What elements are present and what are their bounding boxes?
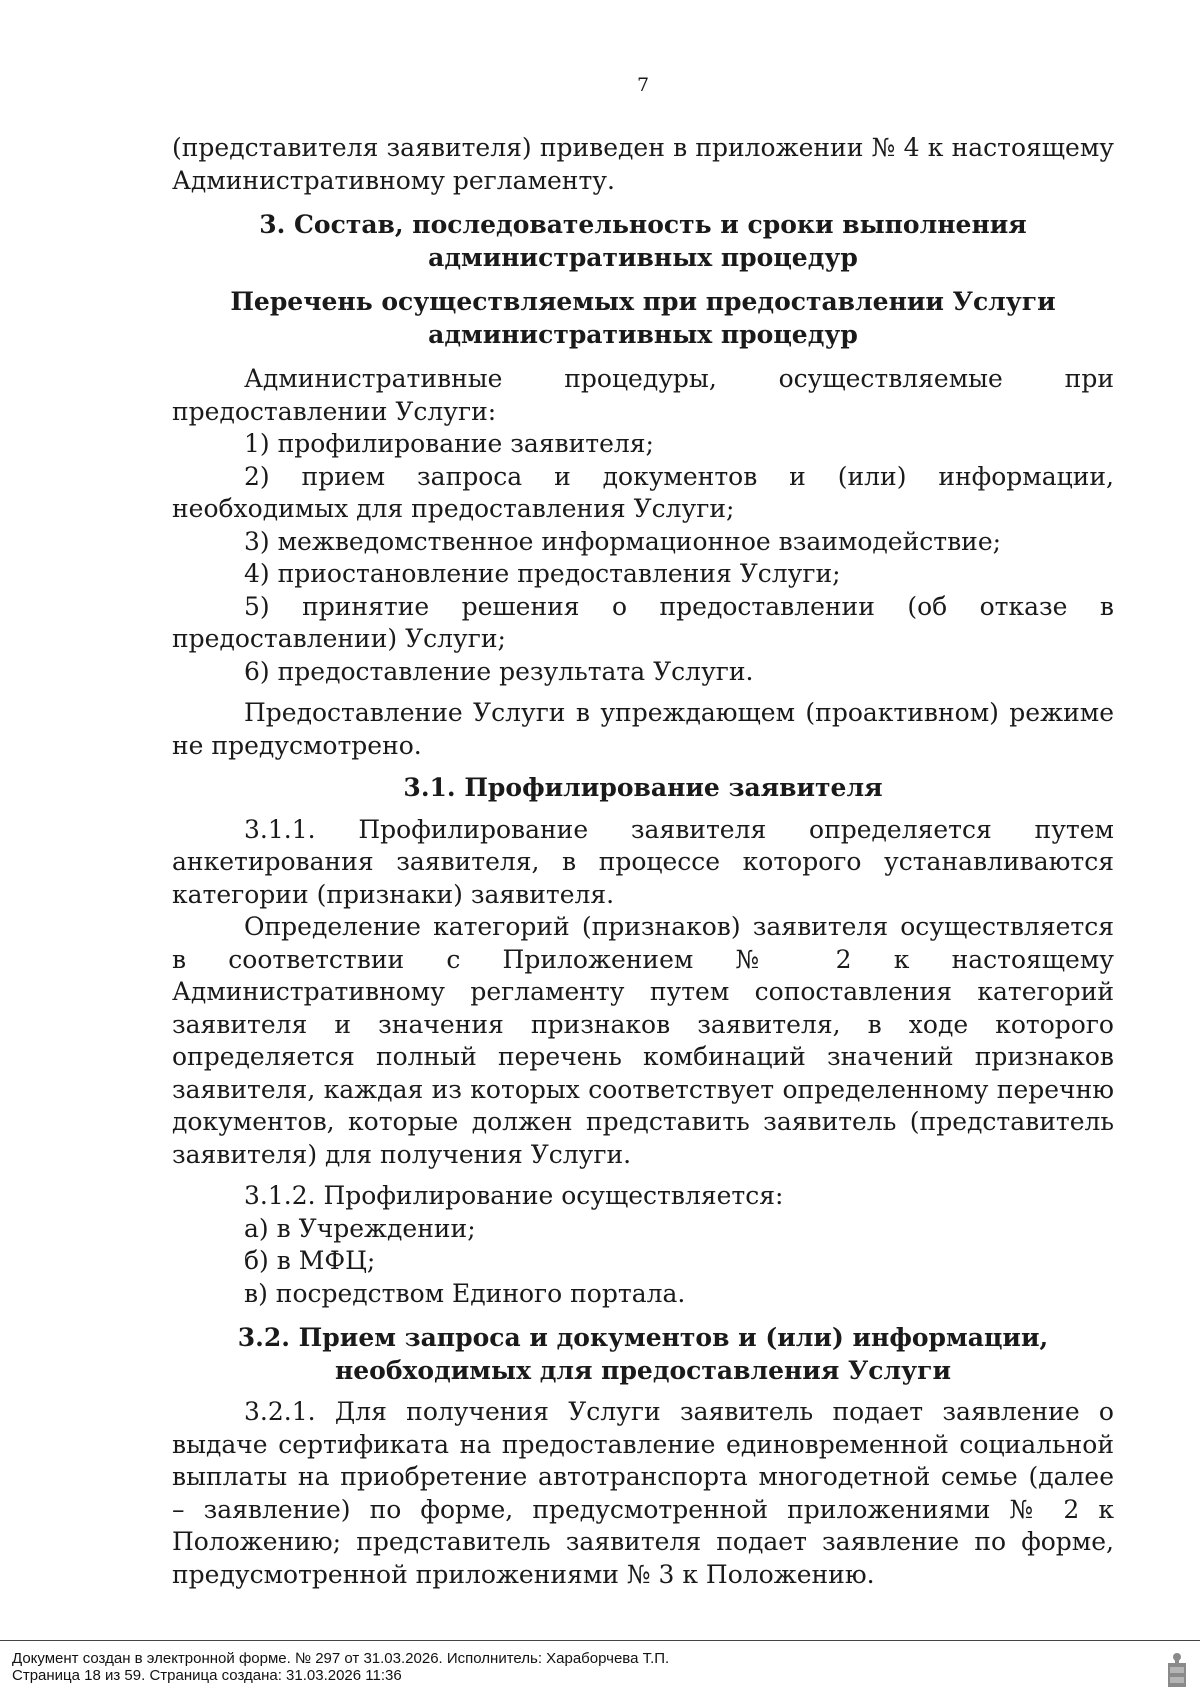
footer-line-2: Страница 18 из 59. Страница создана: 31.03.2026 11:36: [12, 1667, 402, 1684]
document-footer: [0, 1640, 1200, 1684]
paragraph-categories: Определение категорий (признаков) заявителя осуществляется в соответствии с Приложением № 2 к настоящему Административному регламенту путем сопоставления категорий заявителя и значения признаков заявителя, в ходе которого определяется полный перечень комбинаций значений признаков заявителя, каждая из которых соответствует определенному перечню документов, которые должен представить заявитель (представитель заявителя) для получения Услуги.: [172, 912, 1114, 1169]
page-number: 7: [636, 74, 650, 96]
list-item: 2) прием запроса и документов и (или) информации, необходимых для предоставления Услуги;: [172, 461, 1114, 523]
list-item: б) в МФЦ;: [244, 1246, 376, 1275]
document-body: [172, 132, 1114, 1591]
list-item: 6) предоставление результата Услуги.: [244, 656, 754, 686]
list-item: в) посредством Единого портала.: [244, 1278, 686, 1308]
footer-line-1: Документ создан в электронной форме. № 297 от 31.03.2026. Исполнитель: Хараборчева Т.П.: [12, 1650, 670, 1667]
section-3-heading: 3. Состав, последовательность и сроки выполнения административных процедур: [259, 210, 1027, 272]
paragraph-procedures: Административные процедуры, осуществляемые при предоставлении Услуги:: [172, 364, 1114, 426]
list-item: 5) принятие решения о предоставлении (об отказе в предоставлении) Услуги;: [172, 591, 1114, 653]
section-3-2-heading: 3.2. Прием запроса и документов и (или) информации, необходимых для предоставления Услуги: [237, 1323, 1049, 1385]
procedure-list-heading: Перечень осуществляемых при предоставлении Услуги административных процедур: [230, 287, 1056, 349]
paragraph-proactive: Предоставление Услуги в упреждающем (проактивном) режиме не предусмотрено.: [172, 698, 1114, 760]
paragraph-3-2-1: 3.2.1. Для получения Услуги заявитель подает заявление о выдаче сертификата на предоставление единовременной социальной выплаты на приобретение автотранспорта многодетной семье (далее – заявление) по форме, предусмотренной приложениями № 2 к Положению; представитель заявителя подает заявление по форме, предусмотренной приложениями № 3 к Положению.: [172, 1397, 1114, 1589]
paragraph-intro: (представителя заявителя) приведен в приложении № 4 к настоящему Административному регламенту.: [172, 133, 1114, 195]
paragraph-3-1-2: 3.1.2. Профилирование осуществляется:: [244, 1181, 784, 1210]
list-item: 4) приостановление предоставления Услуги;: [244, 559, 841, 588]
seal-icon: [1166, 1651, 1188, 1689]
list-item: 3) межведомственное информационное взаимодействие;: [244, 526, 1002, 556]
list-item: а) в Учреждении;: [244, 1213, 476, 1243]
list-item: 1) профилирование заявителя;: [244, 429, 654, 458]
paragraph-3-1-1: 3.1.1. Профилирование заявителя определяется путем анкетирования заявителя, в процессе которого устанавливаются категории (признаки) заявителя.: [172, 814, 1114, 909]
section-3-1-heading: 3.1. Профилирование заявителя: [403, 773, 883, 802]
